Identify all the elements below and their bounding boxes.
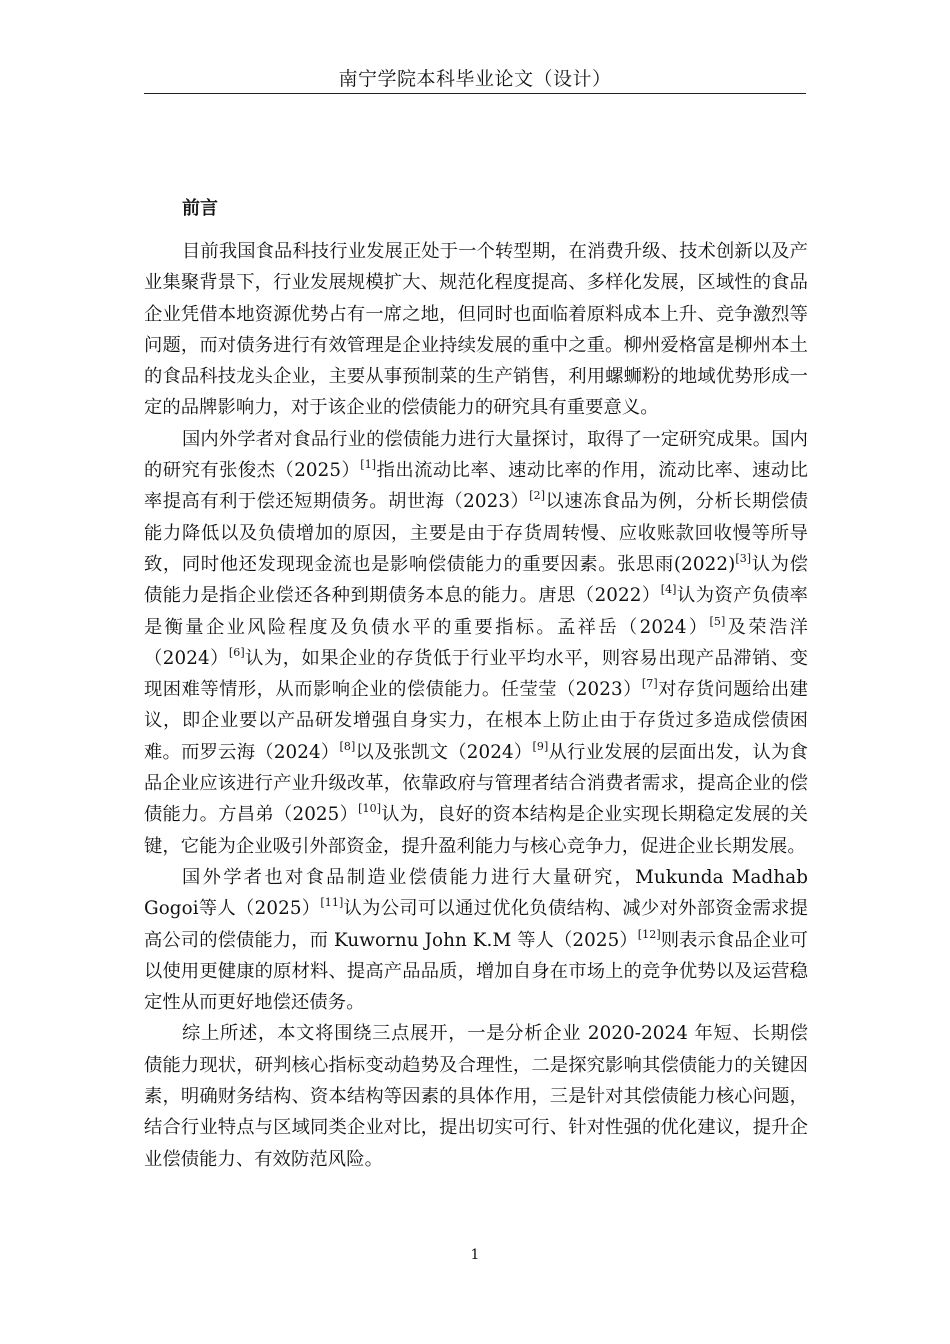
paragraph-text: 及荣浩洋（2024） — [144, 616, 808, 669]
paragraph-text: 认为，良好的资本结构是企业实现长期稳定发展的关键，它能为企业吸引外部资金，提升盈利能力与核心竞争力，促进企业长期发展。 — [144, 804, 808, 857]
paragraph-text: 则表示食品企业可以使用更健康的原材料、提高产品品质，增加自身在市场上的竞争优势以及运营稳定性从而更好地偿还债务。 — [144, 929, 808, 1014]
paragraph-2 — [144, 424, 808, 862]
citation-marker: [8] — [339, 739, 356, 753]
citation-marker: [11] — [320, 896, 344, 910]
paragraph-3 — [144, 862, 808, 1018]
section-title: 前言 — [182, 198, 218, 219]
page-number: 1 — [470, 1247, 480, 1263]
citation-marker: [5] — [709, 614, 726, 628]
paragraph-text: 国外学者也对食品制造业偿债能力进行大量研究，Mukunda Madhab Gogoi等人（2025） — [144, 866, 808, 920]
citation-marker: [1] — [360, 458, 377, 472]
main-content — [144, 192, 808, 1175]
page-header: 南宁学院本科毕业论文（设计） — [338, 68, 612, 90]
citation-marker: [10] — [358, 802, 382, 816]
paragraph-text: 对存货问题给出建议，即企业要以产品研发增强自身实力，在根本上防止由于存货过多造成偿债困难。而罗云海（2024） — [144, 679, 808, 763]
citation-marker: [4] — [660, 583, 677, 597]
paragraph-text: 指出流动比率、速动比率的作用，流动比率、速动比率提高有利于偿还短期债务。胡世海（2023） — [144, 460, 808, 513]
citation-marker: [9] — [532, 739, 549, 753]
paragraph-text: 认为公司可以通过优化负债结构、减少对外部资金需求提高公司的偿债能力，而 Kuwornu John K.M 等人（2025） — [144, 898, 809, 951]
paragraph-text: 从行业发展的层面出发，认为食品企业应该进行产业升级改革，依靠政府与管理者结合消费者需求，提高企业的偿债能力。方昌弟（2025） — [144, 741, 808, 826]
citation-marker: [7] — [641, 677, 658, 691]
header-divider — [144, 93, 806, 94]
paragraph-4: 综上所述，本文将围绕三点展开，一是分析企业 2020-2024 年短、长期偿债能力现状，研判核心指标变动趋势及合理性，二是探究影响其偿债能力的关键因素，明确财务结构、资本结构等因素的具体作用，三是针对其偿债能力核心问题，结合行业特点与区域同类企业对比，提出切实可行、针对性强的优化建议，提升企业偿债能力、有效防范风险。 — [144, 1023, 808, 1170]
paragraph-text: 认为偿债能力是指企业偿还各种到期债务本息的能力。唐思（2022） — [144, 553, 808, 607]
paragraph-text: 认为资产负债率是衡量企业风险程度及负债水平的重要指标。孟祥岳（2024） — [144, 585, 808, 638]
citation-marker: [12] — [637, 927, 661, 941]
paragraph-text: 认为，如果企业的存货低于行业平均水平，则容易出现产品滞销、变现困难等情形，从而影响企业的偿债能力。任莹莹（2023） — [144, 647, 809, 701]
paragraph-1: 目前我国食品科技行业发展正处于一个转型期，在消费升级、技术创新以及产业集聚背景下，行业发展规模扩大、规范化程度提高、多样化发展，区域性的食品企业凭借本地资源优势占有一席之地，但同时也面临着原料成本上升、竞争激烈等问题，而对债务进行有效管理是企业持续发展的重中之重。柳州爱格富是柳州本土的食品科技龙头企业，主要从事预制菜的生产销售，利用螺蛳粉的地域优势形成一定的品牌影响力，对于该企业的偿债能力的研究具有重要意义。 — [144, 241, 808, 419]
paragraph-text: 以速冻食品为例，分析长期偿债能力降低以及负债增加的原因，主要是由于存货周转慢、应收账款回收慢等所导致，同时他还发现现金流也是影响偿债能力的重要因素。张思雨(2022) — [144, 491, 808, 575]
citation-marker: [6] — [228, 645, 245, 659]
citation-marker: [3] — [735, 551, 752, 565]
paragraph-text: 国内外学者对食品行业的偿债能力进行大量探讨，取得了一定研究成果。国内的研究有张俊杰（2025） — [144, 428, 808, 482]
citation-marker: [2] — [529, 489, 546, 503]
paragraph-text: 以及张凯文（2024） — [355, 741, 533, 763]
